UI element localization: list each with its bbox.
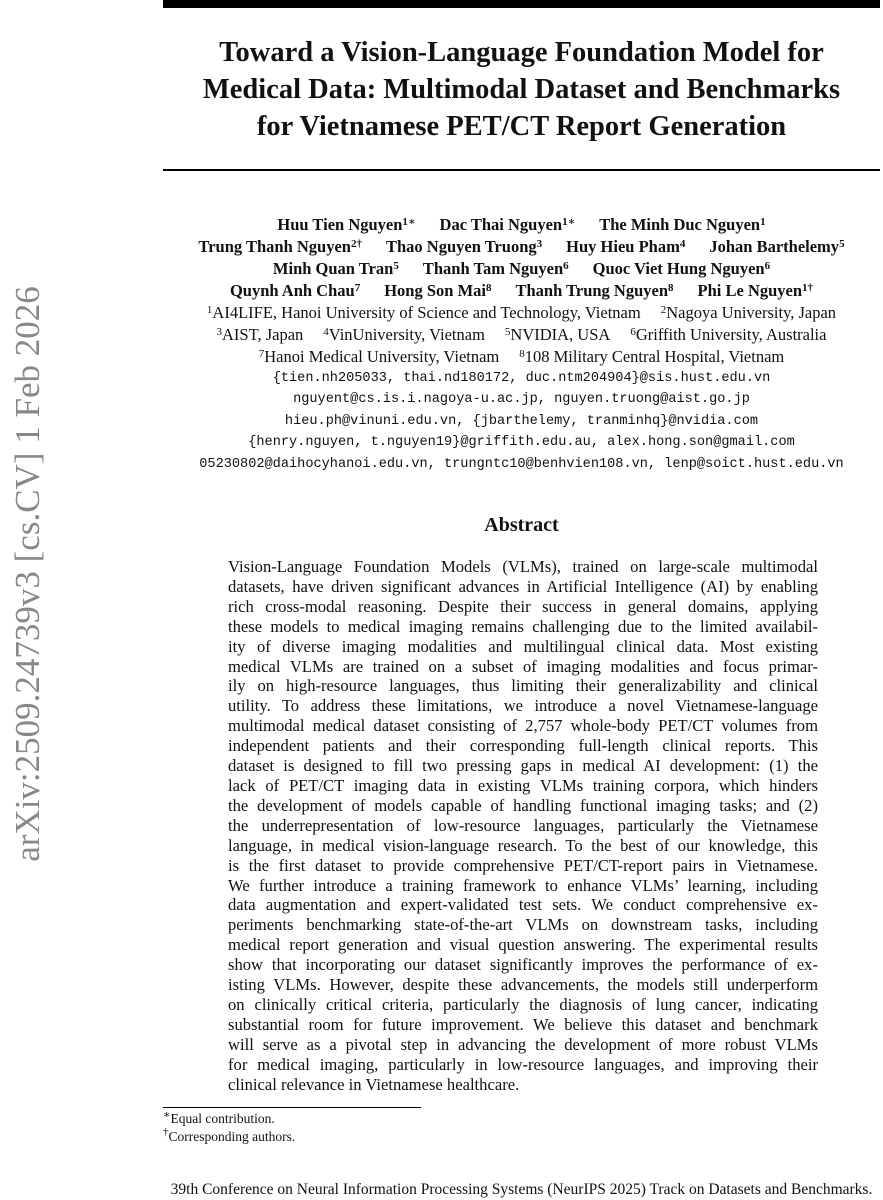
affiliation	[505, 325, 610, 344]
affiliation-name: VinUniversity, Vietnam	[328, 325, 485, 344]
author	[698, 281, 814, 300]
affiliation-mark: 4	[323, 326, 329, 338]
author	[515, 281, 673, 300]
author-affiliation-mark: 8	[668, 282, 674, 294]
author-name: Thanh Tam Nguyen	[422, 259, 564, 278]
author-affiliation-mark: 5	[839, 238, 845, 250]
affiliation-mark: 1	[206, 304, 213, 316]
affiliation-mark: 3	[216, 326, 223, 338]
author-name: Phi Le Nguyen	[697, 281, 803, 300]
abstract-line: show that incorporating our dataset significantly improves the performance of ex-	[228, 955, 818, 975]
affiliation	[259, 347, 500, 366]
author-name: Minh Quan Tran	[272, 259, 394, 278]
top-rule	[163, 0, 880, 8]
abstract-heading: Abstract	[484, 514, 559, 536]
author	[384, 281, 491, 300]
abstract-line: is the first dataset to provide comprehensive PET/CT-report pairs in Vietnamese.	[228, 855, 818, 875]
author-affiliation-mark: 2†	[350, 238, 362, 250]
author-affiliation-mark: 4	[679, 238, 686, 250]
abstract-line: language, in medical vision-language research. To the best of our knowledge, this	[228, 835, 818, 855]
footnote-mark: †	[163, 1126, 169, 1138]
affiliation-name: AI4LIFE, Hanoi University of Science and Technology, Vietnam	[212, 303, 641, 322]
author-name: Trung Thanh Nguyen	[198, 237, 351, 256]
author-affiliation-mark: 1∗	[402, 216, 416, 228]
abstract-line: these models to medical imaging remains challenging due to the limited availabil-	[228, 616, 818, 636]
footnote-rule	[163, 1107, 421, 1108]
footnote-text: Corresponding authors.	[168, 1129, 296, 1144]
author	[423, 259, 569, 278]
abstract-line: rich cross-modal reasoning. Despite their success in general domains, applying	[228, 596, 818, 616]
email-line: 05230802@daihocyhanoi.edu.vn, trungntc10@benhvien108.vn, lenp@soict.hust.edu.vn	[199, 456, 844, 472]
footnote-equal	[163, 1111, 275, 1127]
author-name: Quoc Viet Hung Nguyen	[592, 259, 765, 278]
affiliation-row	[163, 346, 880, 368]
conference-note: 39th Conference on Neural Information Processing Systems (NeurIPS 2025) Track on Datasets and Benchmarks.	[170, 1181, 873, 1198]
affiliation-name: NVIDIA, USA	[510, 325, 611, 344]
affiliation-name: Hanoi Medical University, Vietnam	[264, 347, 500, 366]
abstract-line: ily on high-resource languages, thus limiting their generalizability and clinical	[228, 676, 818, 696]
arxiv-identifier: arXiv:2509.24739v3 [cs.CV] 1 Feb 2026	[8, 286, 47, 862]
abstract-line: ity of diverse imaging modalities and multilingual clinical data. Most existing	[228, 636, 818, 656]
author	[277, 215, 415, 234]
email-line: hieu.ph@vinuni.edu.vn, {jbarthelemy, tranminhq}@nvidia.com	[284, 413, 759, 429]
email-line: {henry.nguyen, t.nguyen19}@griffith.edu.au, alex.hong.son@gmail.com	[248, 435, 795, 451]
abstract-line: utility. To address these limitations, we introduce a novel Vietnamese-language	[228, 696, 818, 716]
abstract-line: medical VLMs are trained on a subset of imaging modalities and focus primar-	[228, 656, 818, 676]
author-name: The Minh Duc Nguyen	[599, 215, 761, 234]
email-line: {tien.nh205033, thai.nd180172, duc.ntm204904}@sis.hust.edu.vn	[272, 371, 771, 386]
author-affiliation-mark: 1	[760, 216, 766, 228]
author-affiliation-mark: 8	[485, 282, 492, 294]
affiliation-row	[163, 324, 880, 346]
author-name: Hong Son Mai	[384, 281, 486, 300]
affiliation	[323, 325, 485, 344]
abstract-body	[228, 557, 818, 1094]
abstract-line: on clinically critical criteria, particularly the diagnosis of lung cancer, indicating	[228, 994, 818, 1014]
abstract-line: the underrepresentation of low-resource languages, particularly the Vietnamese	[228, 815, 818, 835]
abstract-line: dataset is designed to fill two pressing gaps in medical AI development: (1) the	[228, 756, 818, 776]
affiliation-list	[163, 302, 880, 368]
abstract-line: Vision-Language Foundation Models (VLMs), trained on large-scale multimodal	[228, 557, 818, 576]
abstract-line: periments benchmarking state-of-the-art VLMs on downstream tasks, including	[228, 915, 818, 935]
abstract-line: data augmentation and expert-validated test sets. We conduct comprehensive ex-	[228, 895, 818, 915]
title-line: Medical Data: Multimodal Dataset and Benchmarks	[202, 74, 841, 105]
author-list	[163, 214, 880, 302]
affiliation	[519, 347, 784, 366]
affiliation-mark: 5	[504, 326, 511, 338]
author-affiliation-mark: 1∗	[562, 216, 576, 228]
affiliation	[630, 325, 826, 344]
footnote-corresponding	[163, 1126, 296, 1145]
affiliation-row	[163, 302, 880, 324]
author-affiliation-mark: 5	[393, 260, 399, 272]
abstract-line: the development of models capable of handling functional imaging tasks; and (2)	[228, 795, 818, 815]
affiliation-mark: 7	[258, 348, 265, 360]
author	[566, 237, 685, 256]
title-line: for Vietnamese PET/CT Report Generation	[256, 111, 787, 142]
author-affiliation-mark: 6	[764, 260, 771, 272]
author-row	[163, 258, 880, 280]
abstract-line: lack of PET/CT imaging data in existing VLMs training corpora, which hinders	[228, 775, 818, 795]
affiliation-mark: 6	[630, 326, 636, 338]
author-name: Thanh Trung Nguyen	[515, 281, 669, 300]
author-affiliation-mark: 7	[354, 282, 361, 294]
abstract-line: for medical imaging, particularly in low-resource languages, and improving their	[228, 1054, 818, 1074]
author	[593, 259, 770, 278]
footnote-mark: ∗	[163, 1109, 171, 1121]
author	[273, 259, 399, 278]
author-name: Johan Barthelemy	[709, 237, 840, 256]
author-name: Thao Nguyen Truong	[385, 237, 537, 256]
email-list	[163, 368, 880, 475]
affiliation-mark: 8	[519, 348, 525, 360]
affiliation	[217, 325, 304, 344]
author-affiliation-mark: 6	[563, 260, 569, 272]
abstract-line: isting VLMs. However, despite these advancements, the models still underperform	[228, 975, 818, 995]
footnote-text: Equal contribution.	[170, 1111, 275, 1126]
author	[599, 215, 765, 234]
title-line: Toward a Vision-Language Foundation Model for	[219, 37, 824, 68]
abstract-line: substantial room for future improvement. We believe this dataset and benchmark	[228, 1014, 818, 1034]
author-row	[163, 236, 880, 258]
paper-title	[163, 34, 880, 145]
abstract-line: medical report generation and visual question answering. The experimental results	[228, 935, 818, 955]
author-name: Huy Hieu Pham	[566, 237, 680, 256]
affiliation-name: 108 Military Central Hospital, Vietnam	[524, 347, 785, 366]
author-block	[163, 214, 880, 475]
affiliation-name: Griffith University, Australia	[635, 325, 827, 344]
abstract-line: We further introduce a training framework to enhance VLMs’ learning, including	[228, 875, 818, 895]
title-rule	[163, 169, 880, 171]
author	[386, 237, 542, 256]
affiliation-name: AIST, Japan	[222, 325, 304, 344]
author-affiliation-mark: 1†	[802, 282, 814, 294]
abstract-line: will serve as a pivotal step in advancing the development of more robust VLMs	[228, 1034, 818, 1054]
affiliation-mark: 2	[660, 304, 667, 316]
author-name: Quynh Anh Chau	[229, 281, 355, 300]
affiliation	[661, 303, 836, 322]
author-row	[163, 214, 880, 236]
author-row	[163, 280, 880, 302]
email-line: nguyent@cs.is.i.nagoya-u.ac.jp, nguyen.truong@aist.go.jp	[293, 392, 750, 408]
author	[230, 281, 360, 300]
author-affiliation-mark: 3	[536, 238, 543, 250]
author-name: Huu Tien Nguyen	[277, 215, 403, 234]
author	[709, 237, 844, 256]
affiliation	[207, 303, 641, 322]
author	[198, 237, 362, 256]
abstract-line: clinical relevance in Vietnamese healthcare.	[228, 1074, 520, 1094]
author-name: Dac Thai Nguyen	[439, 215, 563, 234]
abstract-line: multimodal medical dataset consisting of 2,757 whole-body PET/CT volumes from	[228, 716, 818, 736]
abstract-line: datasets, have driven significant advances in Artificial Intelligence (AI) by enabling	[228, 576, 818, 596]
abstract-line: independent patients and their corresponding full-length clinical reports. This	[228, 736, 818, 756]
affiliation-name: Nagoya University, Japan	[666, 303, 837, 322]
author	[440, 215, 576, 234]
